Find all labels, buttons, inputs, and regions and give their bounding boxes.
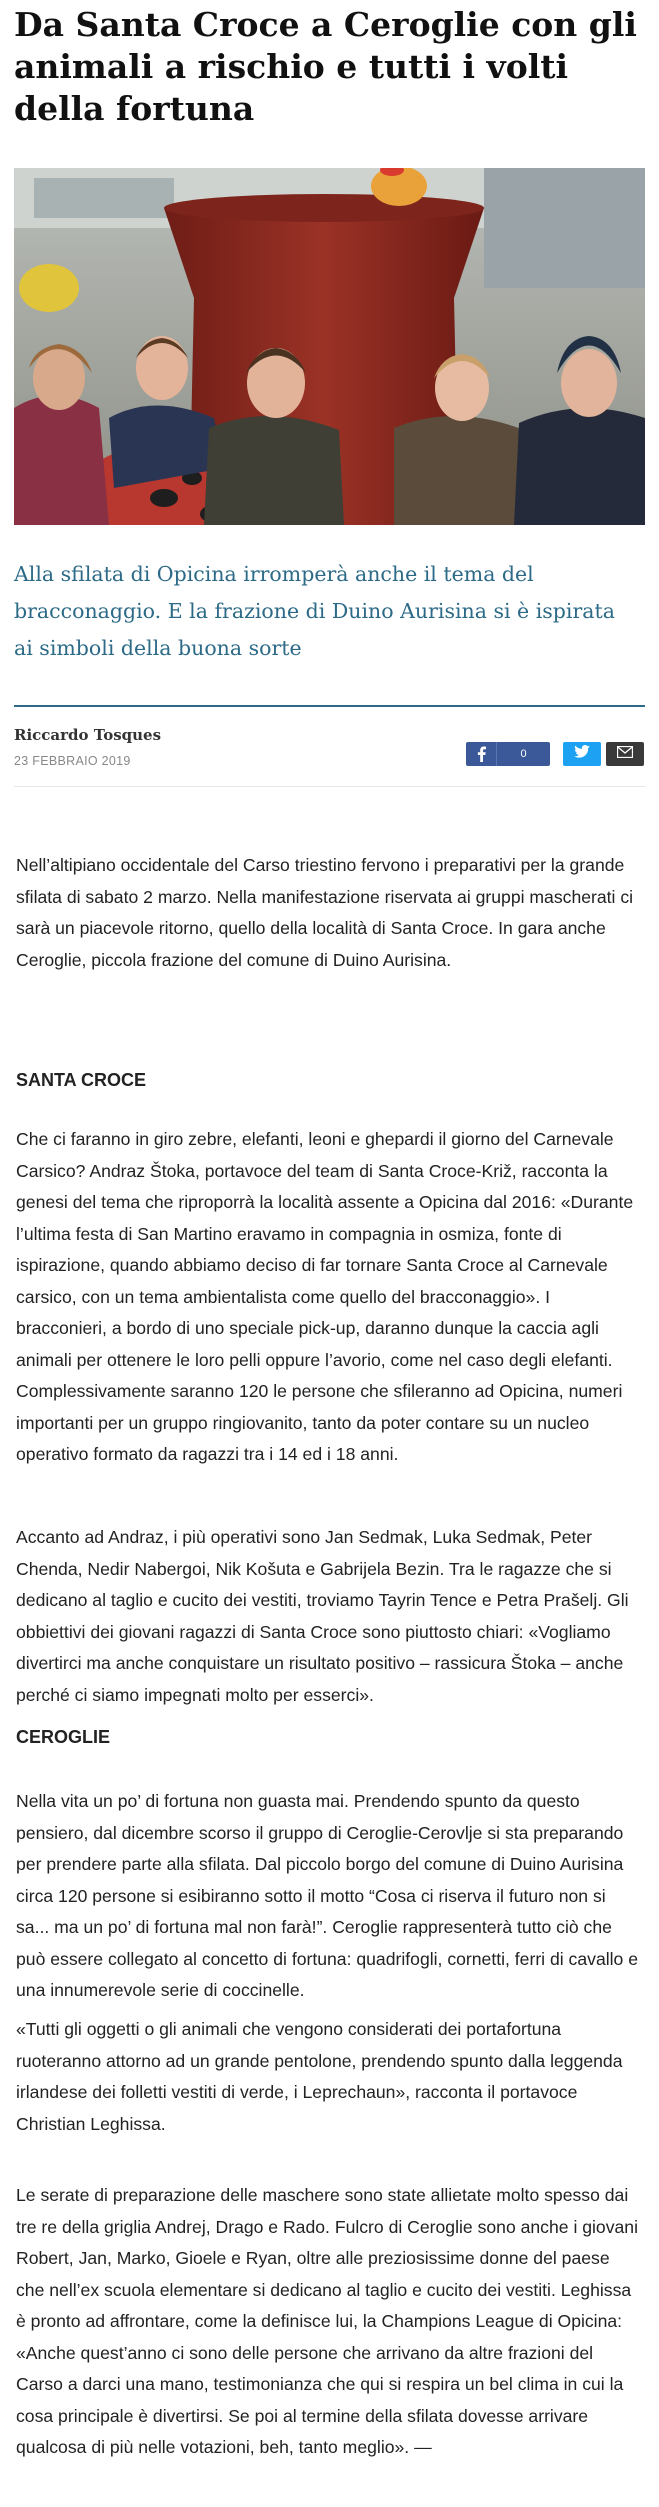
- divider: [14, 705, 645, 707]
- facebook-icon: [466, 742, 497, 766]
- ceroglie-paragraph-1: Nella vita un po’ di fortuna non guasta mai. Prendendo spunto da questo pensiero, dal dicembre scorso il gruppo di Ceroglie-Cerovlje si sta preparando per prendere parte alla sfilata. Dal piccolo borgo del comune di Duino Aurisina circa 120 persone si esibiranno sotto il motto “Cosa ci riserva il futuro non si sa... ma un po’ di fortuna mal non farà!”. Ceroglie rappresenterà tutto ciò che può essere collegato al concetto di fortuna: quadrifogli, cornetti, ferri di cavallo e una innumerevole serie di coccinelle.: [16, 1791, 639, 2000]
- santa-croce-paragraph-2: Accanto ad Andraz, i più operativi sono Jan Sedmak, Luka Sedmak, Peter Chenda, Nedir Nabergoi, Nik Košuta e Gabrijela Bezin. Tra le ragazze che si dedicano al taglio e cucito dei vestiti, troviamo Tayrin Tence e Petra Prašelj. Gli obbiettivi dei giovani ragazzi di Santa Croce sono piuttosto chiari: «Vogliamo divertirci ma anche conquistare un risultato positivo – rassicura Štoka – anche perché ci siamo impegnati molto per esserci».: [16, 1527, 629, 1705]
- article-subtitle: Alla sfilata di Opicina irromperà anche il tema del bracconaggio. E la frazione di Duino Aurisina si è ispirata ai simboli della buona sorte: [14, 562, 615, 660]
- ceroglie-paragraph-2: «Tutti gli oggetti o gli animali che vengono considerati dei portafortuna ruoteranno attorno ad un grande pentolone, prendendo spunto dalla leggenda irlandese dei folletti vestiti di verde, i Leprechaun», racconta il portavoce Christian Leghissa.: [16, 2019, 623, 2134]
- author-name[interactable]: Riccardo Tosques: [14, 726, 162, 744]
- article-title: Da Santa Croce a Ceroglie con gli animali a rischio e tutti i volti della fortuna: [14, 5, 637, 128]
- section-heading-santa-croce: SANTA CROCE: [16, 1070, 146, 1090]
- section-heading-ceroglie: CEROGLIE: [16, 1727, 111, 1747]
- email-icon: [617, 745, 633, 763]
- article-photo[interactable]: [14, 168, 645, 525]
- byline-divider: [14, 786, 645, 787]
- facebook-share-button[interactable]: [466, 742, 550, 766]
- ceroglie-paragraph-3: Le serate di preparazione delle maschere sono state allietate molto spesso dai tre re della griglia Andrej, Drago e Rado. Fulcro di Ceroglie sono anche i giovani Robert, Jan, Marko, Gioele e Ryan, oltre alle preziosissime donne del paese che nell’ex scuola elementare si dedicano al taglio e cucito dei vestiti. Leghissa è pronto ad affrontare, come la definisce lui, la Champions League di Opicina: «Anche quest’anno ci sono delle persone che arrivano da altre frazioni del Carso a darci una mano, testimonianza che qui si respira un bel clima in cui la cosa principale è divertirsi. Se poi al termine della sfilata dovesse arrivare qualcosa di più nelle votazioni, beh, tanto meglio». —: [16, 2185, 638, 2457]
- twitter-icon: [574, 745, 590, 763]
- publish-date: 23 FEBBRAIO 2019: [14, 754, 131, 768]
- article-intro-paragraph: Nell’altipiano occidentale del Carso triestino fervono i preparativi per la grande sfilata di sabato 2 marzo. Nella manifestazione riservata ai gruppi mascherati ci sarà un piacevole ritorno, quello della località di Santa Croce. In gara anche Ceroglie, piccola frazione del comune di Duino Aurisina.: [16, 855, 634, 970]
- santa-croce-paragraph-1: Che ci faranno in giro zebre, elefanti, leoni e ghepardi il giorno del Carnevale Carsico? Andraz Štoka, portavoce del team di Santa Croce-Križ, racconta la genesi del tema che riproporrà la località assente a Opicina dal 2016: «Durante l’ultima festa di San Martino eravamo in compagnia in osmiza, fonte di ispirazione, quando abbiamo deciso di far tornare Santa Croce al Carnevale carsico, con un tema ambientalista come quello del bracconaggio». I bracconieri, a bordo di uno speciale pick-up, daranno dunque la caccia agli animali per ottenere le loro pelli oppure l’avorio, come nel caso degli elefanti. Complessivamente saranno 120 le persone che sfileranno ad Opicina, numeri importanti per un gruppo ringiovanito, tanto da poter contare su un nucleo operativo formato da ragazzi tra i 14 ed i 18 anni.: [16, 1129, 634, 1464]
- twitter-share-button[interactable]: [563, 742, 601, 766]
- facebook-share-count: 0: [520, 748, 527, 760]
- email-share-button[interactable]: [606, 742, 644, 766]
